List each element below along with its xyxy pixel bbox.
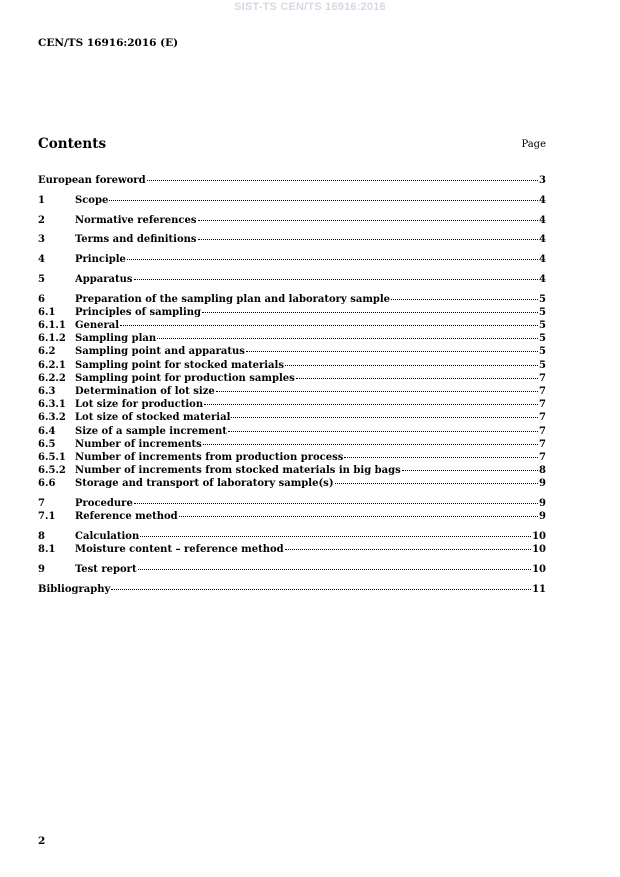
toc-entry-title: Scope xyxy=(75,194,109,206)
toc-entry-number: 6.5 xyxy=(38,438,56,450)
toc-entry-number: 1 xyxy=(38,194,45,206)
toc-entry-number: 6.5.2 xyxy=(38,465,66,477)
toc-dot-leader xyxy=(285,549,531,550)
toc-dot-leader xyxy=(157,338,538,339)
toc-entry-page: 4 xyxy=(539,254,546,266)
toc-dot-leader xyxy=(127,259,538,260)
toc-entry-number: 6.2 xyxy=(38,346,56,358)
toc-entry-title: General xyxy=(75,320,120,332)
toc-entry-title: Principle xyxy=(75,254,126,266)
toc-dot-leader xyxy=(402,470,538,471)
toc-dot-leader xyxy=(203,444,538,445)
toc-entry-page: 7 xyxy=(539,399,546,411)
toc-entry-page: 9 xyxy=(539,511,546,523)
toc-entry-number: 6.3 xyxy=(38,386,56,397)
toc-dot-leader xyxy=(147,180,538,181)
toc-entry-number: 6.6 xyxy=(38,478,56,490)
toc-dot-leader xyxy=(111,589,531,590)
toc-dot-leader xyxy=(134,503,538,504)
toc-dot-leader xyxy=(198,220,539,221)
toc-dot-leader xyxy=(204,404,538,405)
toc-entry[interactable] xyxy=(38,306,546,319)
toc-entry[interactable] xyxy=(38,583,546,596)
toc-entry[interactable] xyxy=(38,477,546,490)
toc-entry-title: Number of increments xyxy=(75,438,202,450)
toc-entry-title: Lot size of stocked material xyxy=(75,412,231,424)
toc-entry[interactable] xyxy=(38,359,546,372)
toc-entry[interactable] xyxy=(38,563,546,576)
toc-entry[interactable] xyxy=(38,194,546,207)
toc-entry[interactable] xyxy=(38,398,546,411)
document-id: CEN/TS 16916:2016 (E) xyxy=(38,37,179,49)
toc-entry-title: Principles of sampling xyxy=(75,306,202,318)
toc-entry-title: Sampling point and apparatus xyxy=(75,346,245,358)
toc-entry-title: Number of increments from production process xyxy=(75,451,344,463)
toc-entry-number: 6.1.1 xyxy=(38,320,66,332)
toc-entry-number: 5 xyxy=(38,273,45,285)
toc-entry-page: 4 xyxy=(539,194,546,206)
toc-dot-leader xyxy=(344,457,538,458)
toc-entry-number: 7 xyxy=(38,498,45,510)
toc-dot-leader xyxy=(134,279,539,280)
toc-entry-page: 4 xyxy=(539,214,546,226)
page-column-label: Page xyxy=(521,139,546,150)
toc-entry-title: Moisture content – reference method xyxy=(75,544,284,556)
toc-entry-number: 6 xyxy=(38,293,45,305)
toc-entry[interactable] xyxy=(38,543,546,556)
toc-entry-title: Sampling plan xyxy=(75,333,157,345)
toc-entry-title: Storage and transport of laboratory sample(s) xyxy=(75,478,334,490)
toc-entry-number: 8 xyxy=(38,531,45,543)
toc-entry-title: Sampling point for production samples xyxy=(75,372,295,384)
toc-entry-page: 7 xyxy=(539,412,546,424)
toc-dot-leader xyxy=(285,365,538,366)
toc-entry-number: 6.1 xyxy=(38,306,56,318)
toc-entry[interactable] xyxy=(38,438,546,451)
toc-entry-page: 10 xyxy=(532,564,546,576)
toc-entry[interactable] xyxy=(38,464,546,477)
toc-entry-page: 9 xyxy=(539,498,546,510)
toc-entry-number: 2 xyxy=(38,214,45,226)
toc-entry-page: 7 xyxy=(539,372,546,384)
toc-entry-number: 6.3.1 xyxy=(38,399,66,411)
toc-dot-leader xyxy=(231,417,538,418)
toc-entry[interactable] xyxy=(38,253,546,266)
toc-entry[interactable] xyxy=(38,214,546,227)
toc-entry-number: 4 xyxy=(38,254,45,266)
toc-entry[interactable] xyxy=(38,411,546,424)
toc-entry-page: 4 xyxy=(539,234,546,246)
toc-entry[interactable] xyxy=(38,174,546,187)
toc-entry-page: 7 xyxy=(539,451,546,463)
toc-entry[interactable] xyxy=(38,332,546,345)
toc-entry-title: Size of a sample increment xyxy=(75,425,227,437)
toc-entry-page: 5 xyxy=(539,346,546,358)
toc-entry-page: 7 xyxy=(539,425,546,437)
toc-entry[interactable] xyxy=(38,425,546,438)
toc-entry-title: Bibliography xyxy=(38,583,111,595)
toc-entry-title: Lot size for production xyxy=(75,399,204,411)
toc-entry[interactable] xyxy=(38,345,546,358)
toc-entry-title: European foreword xyxy=(38,175,146,186)
toc-dot-leader xyxy=(296,378,538,379)
toc-entry-page: 3 xyxy=(539,175,546,186)
toc-entry-page: 7 xyxy=(539,438,546,450)
toc-entry-title: Determination of lot size xyxy=(75,386,215,397)
toc-entry-number: 6.5.1 xyxy=(38,451,66,463)
toc-dot-leader xyxy=(228,431,538,432)
toc-dot-leader xyxy=(179,516,538,517)
toc-entry-page: 4 xyxy=(539,273,546,285)
toc-entry-number: 8.1 xyxy=(38,544,56,556)
toc-entry-number: 6.3.2 xyxy=(38,412,66,424)
toc-entry[interactable] xyxy=(38,273,546,286)
toc-entry-page: 11 xyxy=(532,583,546,595)
toc-entry[interactable] xyxy=(38,510,546,523)
toc-entry[interactable] xyxy=(38,233,546,246)
toc-entry-title: Apparatus xyxy=(75,273,133,285)
toc-entry-number: 7.1 xyxy=(38,511,56,523)
toc-entry-page: 5 xyxy=(539,333,546,345)
toc-entry-number: 6.2.1 xyxy=(38,359,66,371)
toc-entry[interactable] xyxy=(38,530,546,543)
toc-entry[interactable] xyxy=(38,385,546,398)
toc-dot-leader xyxy=(335,483,538,484)
toc-entry-page: 10 xyxy=(532,544,546,556)
toc-entry-page: 5 xyxy=(539,306,546,318)
toc-dot-leader xyxy=(140,536,531,537)
toc-entry-page: 5 xyxy=(539,359,546,371)
toc-entry-title: Preparation of the sampling plan and laboratory sample xyxy=(75,293,391,305)
toc-dot-leader xyxy=(202,312,538,313)
toc-entry-title: Sampling point for stocked materials xyxy=(75,359,284,371)
toc-dot-leader xyxy=(246,351,538,352)
footer-page-number: 2 xyxy=(38,835,46,847)
toc-entry[interactable] xyxy=(38,319,546,332)
toc-entry-number: 6.4 xyxy=(38,425,56,437)
contents-heading: Contents xyxy=(38,136,107,152)
toc-entry-number: 3 xyxy=(38,234,45,246)
toc-dot-leader xyxy=(120,325,538,326)
toc-dot-leader xyxy=(216,391,538,392)
toc-entry[interactable] xyxy=(38,451,546,464)
table-of-contents xyxy=(38,174,546,596)
toc-entry[interactable] xyxy=(38,497,546,510)
toc-entry-title: Terms and definitions xyxy=(75,234,197,246)
toc-entry-number: 9 xyxy=(38,564,45,576)
toc-entry-title: Procedure xyxy=(75,498,133,510)
toc-entry-number: 6.2.2 xyxy=(38,372,66,384)
toc-dot-leader xyxy=(391,299,538,300)
toc-entry-title: Reference method xyxy=(75,511,178,523)
watermark: SIST-TS CEN/TS 16916:2016 xyxy=(234,1,386,13)
toc-entry-number: 6.1.2 xyxy=(38,333,66,345)
toc-entry[interactable] xyxy=(38,372,546,385)
toc-dot-leader xyxy=(109,200,538,201)
toc-entry-title: Calculation xyxy=(75,531,140,543)
toc-entry[interactable] xyxy=(38,293,546,306)
toc-entry-title: Test report xyxy=(75,564,137,576)
toc-dot-leader xyxy=(198,239,539,240)
toc-entry-page: 10 xyxy=(532,531,546,543)
toc-entry-title: Number of increments from stocked materials in big bags xyxy=(75,465,401,477)
toc-dot-leader xyxy=(138,569,532,570)
toc-entry-page: 5 xyxy=(539,320,546,332)
toc-entry-page: 7 xyxy=(539,386,546,397)
toc-entry-title: Normative references xyxy=(75,214,197,226)
toc-entry-page: 8 xyxy=(539,465,546,477)
toc-entry-page: 5 xyxy=(539,293,546,305)
toc-entry-page: 9 xyxy=(539,478,546,490)
